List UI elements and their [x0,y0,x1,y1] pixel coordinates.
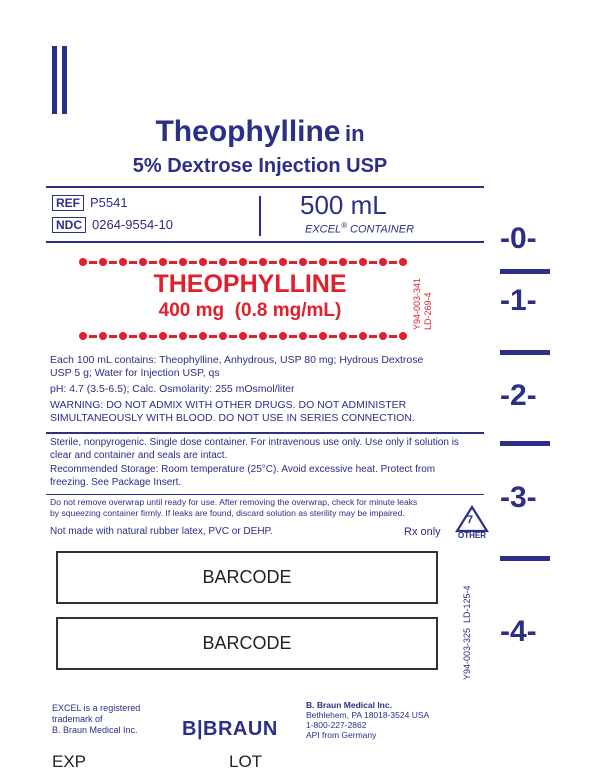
scale-mark-4: -4- [500,615,537,648]
composition-line-3: pH: 4.7 (3.5-6.5); Calc. Osmolarity: 255 mOsmol/liter [50,383,295,395]
codes-divider [259,196,261,236]
banner-dot [299,258,307,266]
sterile-line-2: clear and container and seals are intact. [50,449,228,461]
in-word: in [344,121,365,146]
banner-dash [369,261,377,264]
banner-dash [89,335,97,338]
banner-dash [109,335,117,338]
volume: 500 mL [300,190,387,220]
scale-tick-3 [500,556,550,561]
banner-dash [129,261,137,264]
exp-label: EXP [52,752,87,771]
banner-dot [279,258,287,266]
banner-dot [139,332,147,340]
top-bar-left [52,46,57,114]
banner-dot [159,258,167,266]
excel-note [52,703,140,736]
banner-dash [329,261,337,264]
banner-dash [229,335,237,338]
banner-dot [259,332,267,340]
banner-side-code [412,278,434,330]
banner-dot [219,332,227,340]
banner-dot [359,332,367,340]
excel-brand: EXCEL [305,223,342,236]
reg-mark: ® [341,221,347,230]
scale-tick-1 [500,350,550,355]
banner-dot [199,332,207,340]
company-name: B. Braun Medical Inc. [306,700,392,710]
banner-dash [129,335,137,338]
divider-overwrap [46,494,484,495]
scale-mark-0: -0- [500,222,537,255]
banner-dash [349,335,357,338]
ndc-label: NDC [52,217,86,233]
banner-dash [209,261,217,264]
excel-note-1: EXCEL is a registered [52,703,141,713]
banner-dash [189,261,197,264]
ref-row [52,195,128,211]
latex-note: Not made with natural rubber latex, PVC or DEHP. [50,526,273,537]
banner-dash [309,261,317,264]
ndc-row [52,217,173,233]
overwrap-line-2: by squeezing container firmly. If leaks are found, discard solution as sterility may be impaired. [50,508,405,518]
banner-dash [109,261,117,264]
ref-label: REF [52,195,84,211]
banner-dot [79,332,87,340]
banner-dash [389,261,397,264]
banner-dot [119,332,127,340]
banner-dot [279,332,287,340]
divider-top [46,186,484,188]
banner-dot [219,258,227,266]
banner-dot [319,258,327,266]
banner-dot [339,258,347,266]
banner-dash [169,261,177,264]
banner-dash [269,261,277,264]
banner-dot [399,332,407,340]
drug-name: Theophylline [155,115,341,148]
sterile-line-1: Sterile, nonpyrogenic. Single dose container. For intravenous use only. Use only if solution is [50,437,459,448]
ndc-value: 0264-9554-10 [92,217,173,232]
ref-value: P5541 [90,195,128,210]
banner-dot [159,332,167,340]
banner-dot [179,258,187,266]
banner-dot [79,258,87,266]
banner-dash [309,335,317,338]
composition-line-2: USP 5 g; Water for Injection USP, qs [50,367,220,379]
banner-dot [339,332,347,340]
banner-dot [99,258,107,266]
banner-dot [319,332,327,340]
banner-dot [239,332,247,340]
scale-mark-2: -2- [500,379,537,412]
company-info [306,700,429,740]
barcode-box-2: BARCODE [56,617,438,670]
storage-text [50,464,490,489]
scale-mark-1: -1- [500,284,537,317]
banner-dash [249,261,257,264]
banner-dot [99,332,107,340]
banner-dash [149,261,157,264]
warning-line-1: WARNING: DO NOT ADMIX WITH OTHER DRUGS. DO NOT ADMINISTER [50,399,407,411]
side-code: Y94-003-325 LD-125-4 [462,585,472,680]
product-subtitle: 5% Dextrose Injection USP [132,155,388,177]
banner-side-code-2: LD-269-4 [423,292,433,330]
banner-dash [229,261,237,264]
banner-dash [389,335,397,338]
composition-block [50,354,490,425]
banner-dash [329,335,337,338]
banner-dash [89,261,97,264]
divider-codes [46,241,484,243]
banner-dash [369,335,377,338]
banner-strength: 400 mg (0.8 mg/mL) [158,300,342,321]
barcode-box-1: BARCODE [56,551,438,604]
banner-dot [379,332,387,340]
company-origin: API from Germany [306,730,377,740]
banner-dot [379,258,387,266]
sterile-text [50,437,490,462]
excel-note-3: B. Braun Medical Inc. [52,725,138,735]
braun-logo: B|BRAUN [182,718,278,740]
storage-line-2: freezing. See Package Insert. [50,476,182,488]
banner-dash [269,335,277,338]
top-bar-right [62,46,67,114]
banner-dot [179,332,187,340]
banner-dot [259,258,267,266]
rx-only: Rx only [404,526,441,538]
banner-dot [359,258,367,266]
banner-dot [199,258,207,266]
banner-dash [189,335,197,338]
banner-drug-name: THEOPHYLLINE [153,270,347,298]
banner-dash [209,335,217,338]
company-address: Bethlehem, PA 18018-3524 USA [306,710,430,720]
warning-line-2: SIMULTANEOUSLY WITH BLOOD. DO NOT USE IN SERIES CONNECTION. [50,412,415,424]
divider-instructions [46,432,484,434]
excel-note-2: trademark of [52,714,103,724]
composition-line-1: Each 100 mL contains: Theophylline, Anhydrous, USP 80 mg; Hydrous Dextrose [50,354,424,366]
banner-dash [289,335,297,338]
banner-dot [399,258,407,266]
scale-tick-2 [500,441,550,446]
recycle-label: OTHER [458,531,486,540]
container-label [305,221,414,236]
overwrap-line-1: Do not remove overwrap until ready for use. After removing the overwrap, check for minute leaks [50,497,418,507]
storage-line-1: Recommended Storage: Room temperature (25°C). Avoid excessive heat. Protect from [50,464,436,475]
product-title [0,115,520,149]
scale-tick-0 [500,269,550,274]
banner-side-code-1: Y94-003-341 [412,277,422,330]
recycle-number: 7 [467,514,474,526]
banner-dash [249,335,257,338]
lot-label: LOT [229,752,263,771]
company-phone: 1-800-227-2862 [306,720,367,730]
banner-dash [289,261,297,264]
banner-dot [119,258,127,266]
banner-dash [149,335,157,338]
banner-dot [239,258,247,266]
container-word: CONTAINER [350,223,415,236]
banner-dash [169,335,177,338]
overwrap-text [50,497,490,519]
banner-dot [299,332,307,340]
scale-mark-3: -3- [500,481,537,514]
banner-dash [349,261,357,264]
banner-dot [139,258,147,266]
